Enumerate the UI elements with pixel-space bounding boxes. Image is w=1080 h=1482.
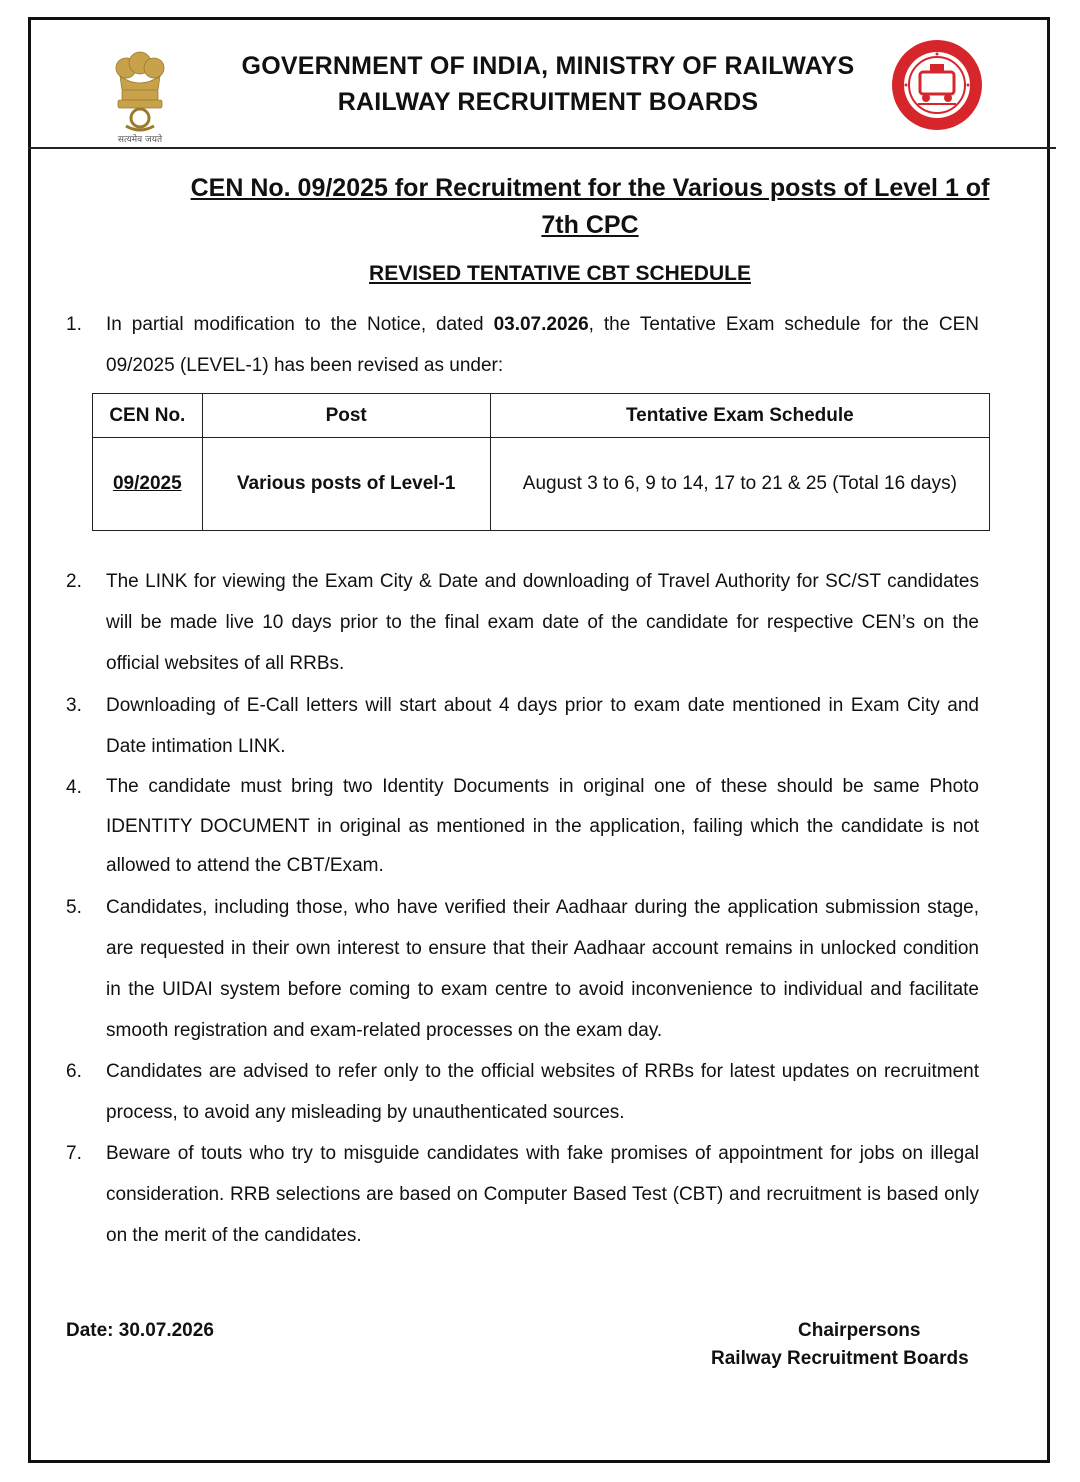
cell-post: Various posts of Level-1 [202, 438, 490, 531]
item-number: 3. [66, 695, 82, 716]
item-number: 7. [66, 1143, 82, 1164]
item-paragraph-6: Candidates are advised to refer only to the official websites of RRBs for latest updates on recruitment process, to avoid any misleading by unauthenticated sources. [106, 1061, 979, 1123]
item-paragraph-4: The candidate must bring two Identity Documents in original one of these should be same Photo IDENTITY DOCUMENT in original as mentioned in the application, failing which the candidate is not allowed to attend the CBT/Exam. [106, 776, 979, 876]
item-number: 4. [66, 777, 82, 798]
item-number: 2. [66, 571, 82, 592]
item-paragraph-2: The LINK for viewing the Exam City & Date and downloading of Travel Authority for SC/ST candidates will be made live 10 days prior to the final exam date of the candidate for respective CEN’s on the official websites of all RRBs. [106, 571, 979, 674]
table-header-row [93, 394, 990, 438]
item-paragraph-5: Candidates, including those, who have verified their Aadhaar during the application submission stage, are requested in their own interest to ensure that their Aadhaar account remains in unlocked condition in the UIDAI system before coming to exam centre to avoid inconvenience to individual and facilitate smooth registration and exam-related processes on the exam day. [106, 897, 979, 1041]
notice-date: 03.07.2026 [493, 314, 589, 335]
item-paragraph-1: In partial modification to the Notice, dated 03.07.2026, the Tentative Exam schedule for the CEN 09/2025 (LEVEL-1) has been revised as under: [106, 314, 980, 376]
cell-cen-no: 09/2025 [93, 438, 203, 531]
item-number: 6. [66, 1061, 82, 1082]
table-row [93, 438, 990, 531]
emblem-caption: सत्यमेव जयते [117, 135, 163, 145]
issue-date: Date: 30.07.2026 [66, 1320, 214, 1341]
notice-title: CEN No. 09/2025 for Recruitment for the Various posts of Level 1 of 7th CPC [190, 174, 990, 239]
header-schedule: Tentative Exam Schedule [490, 394, 989, 438]
item-number: 5. [66, 897, 82, 918]
signatory-organization: Railway Recruitment Boards [711, 1348, 969, 1369]
item-number: 1. [66, 314, 82, 335]
header-boards: RAILWAY RECRUITMENT BOARDS [337, 88, 759, 116]
item-paragraph-7: Beware of touts who try to misguide candidates with fake promises of appointment for jobs on illegal consideration. RRB selections are based on Computer Based Test (CBT) and recruitment is based only on the merit of the candidates. [106, 1143, 979, 1246]
cell-schedule: August 3 to 6, 9 to 14, 17 to 21 & 25 (Total 16 days) [490, 438, 989, 531]
header-ministry: GOVERNMENT OF INDIA, MINISTRY OF RAILWAYS [241, 52, 855, 80]
notice-subtitle: REVISED TENTATIVE CBT SCHEDULE [369, 262, 751, 285]
header-cen-no: CEN No. [93, 394, 203, 438]
header-divider [28, 147, 1056, 149]
signatory-title: Chairpersons [798, 1320, 921, 1341]
item-paragraph-3: Downloading of E-Call letters will start about 4 days prior to exam date mentioned in Exam City and Date intimation LINK. [106, 695, 979, 757]
schedule-table [92, 393, 990, 531]
header-post: Post [202, 394, 490, 438]
